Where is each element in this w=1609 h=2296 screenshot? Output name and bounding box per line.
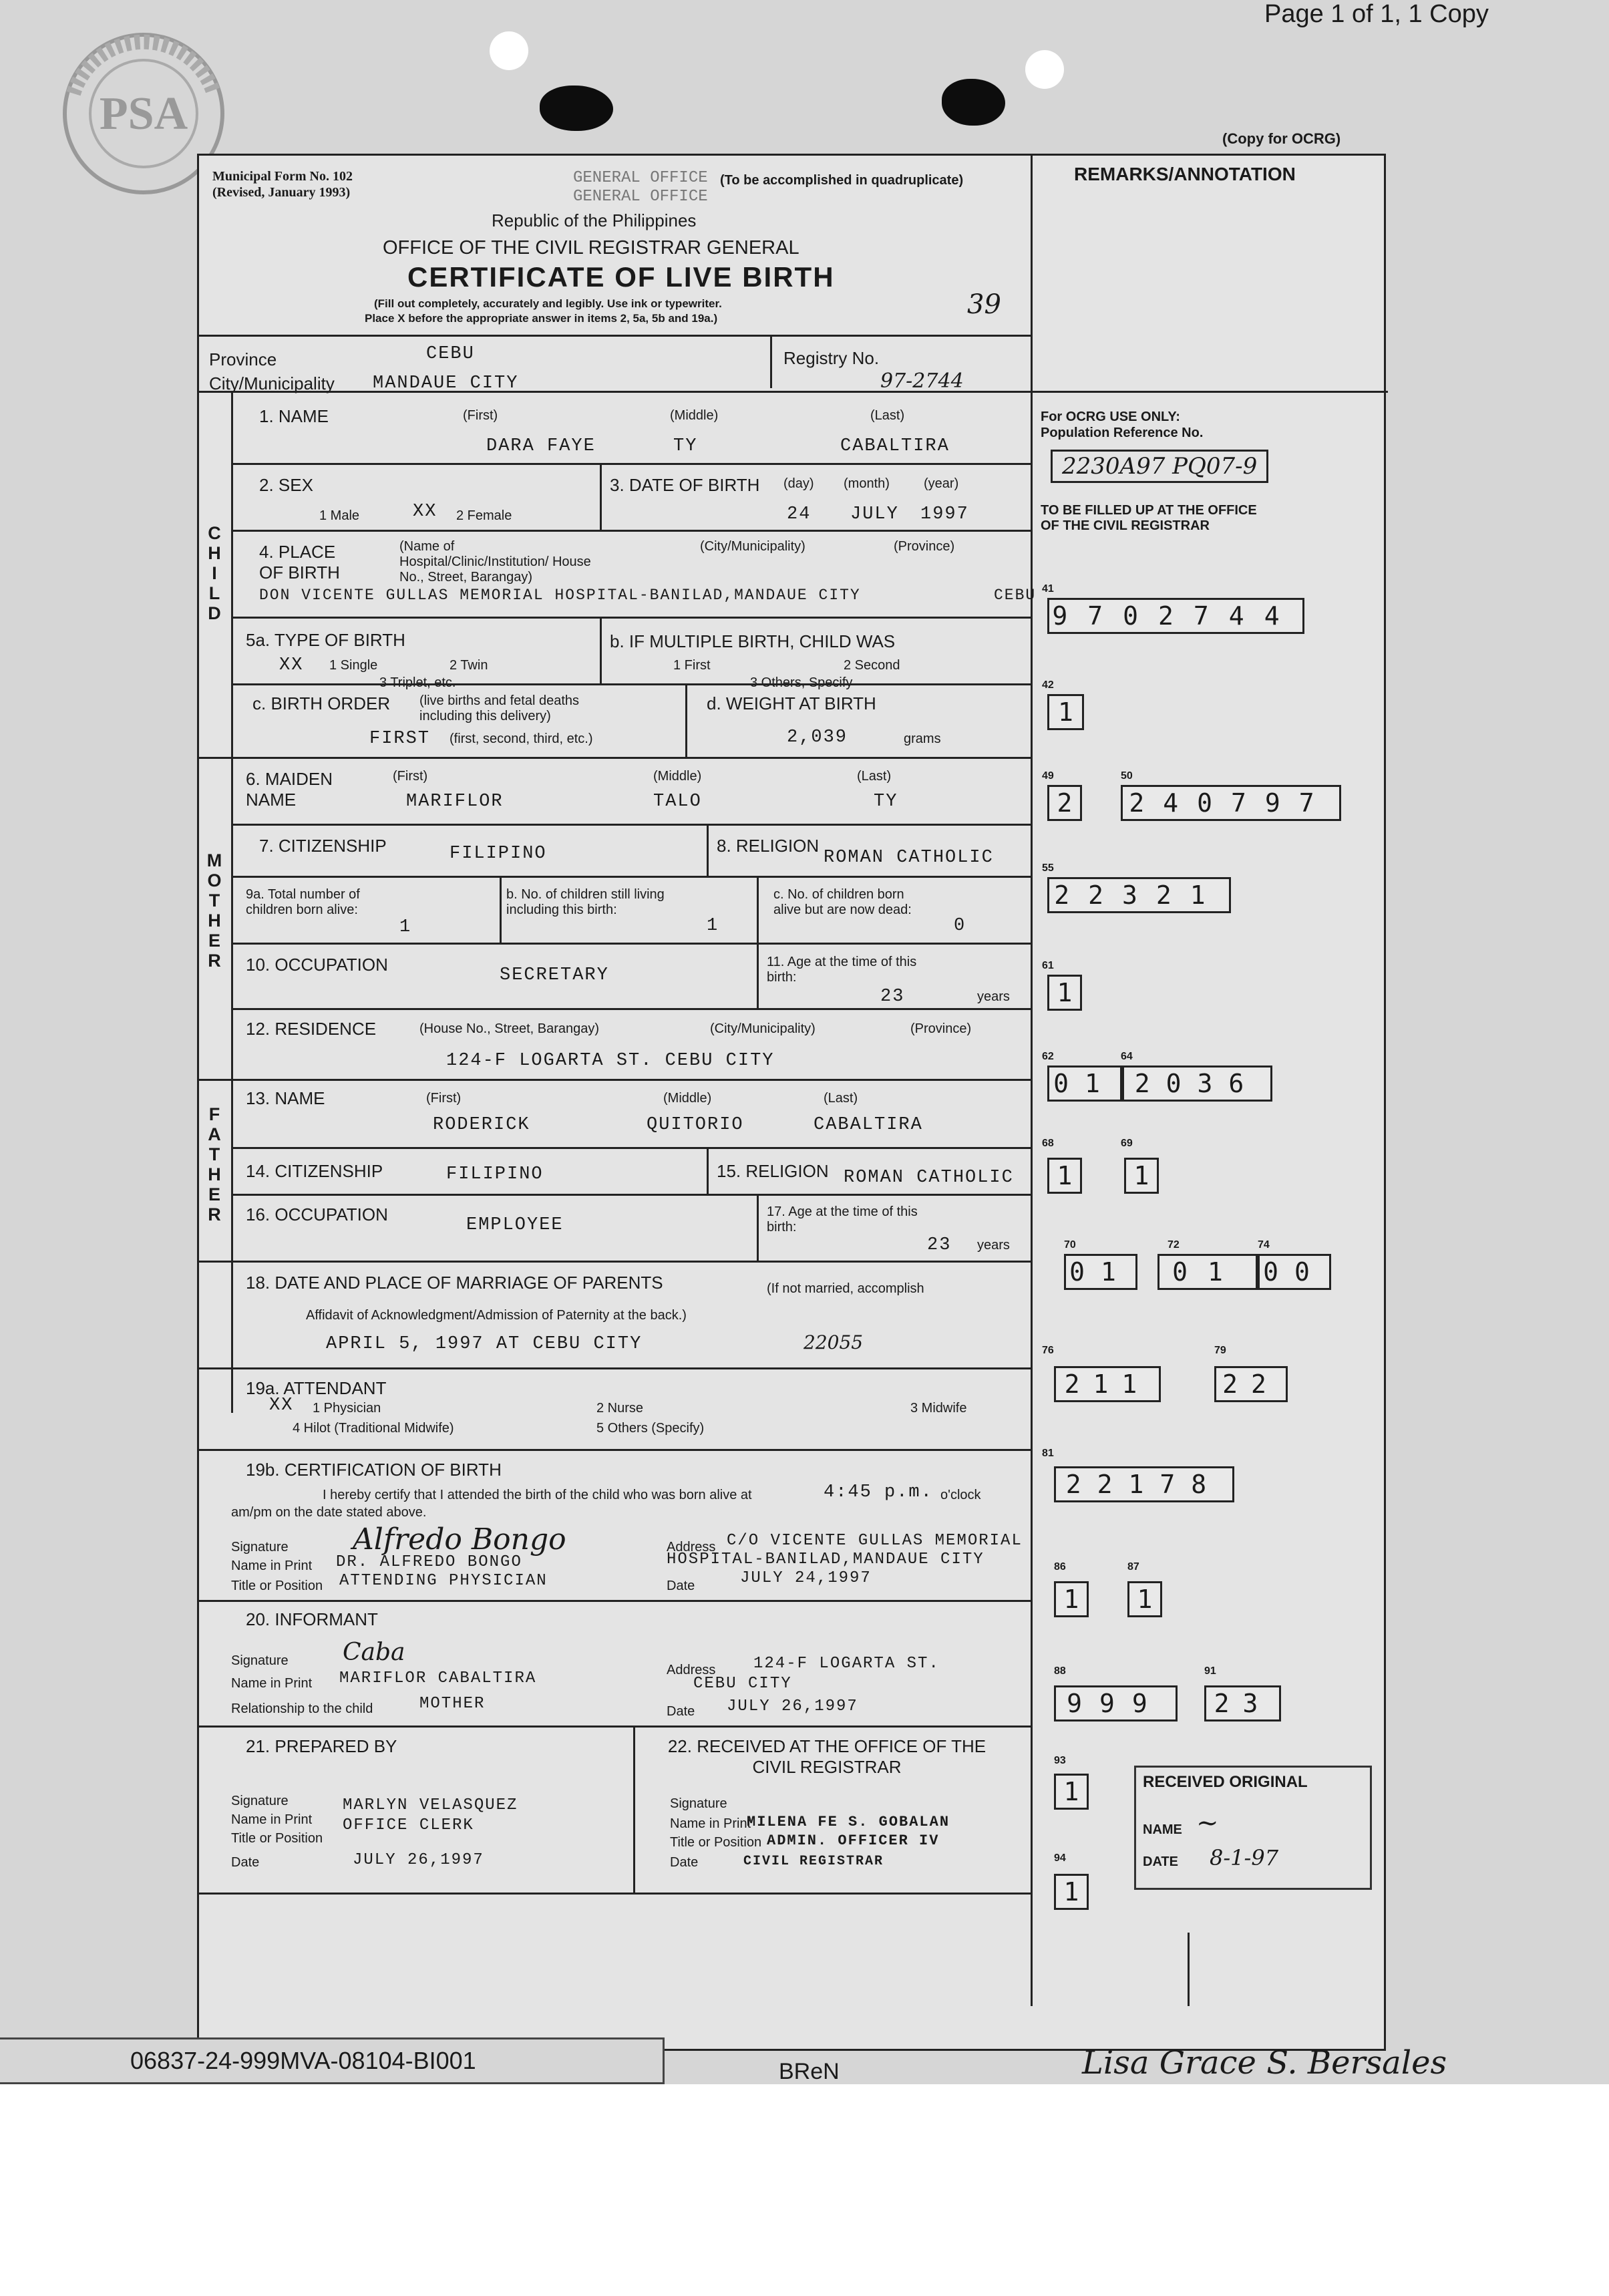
instruction-2: Place X before the appropriate answer in items 2, 5a, 5b and 19a.)	[365, 312, 718, 325]
children-dead-value: 0	[954, 916, 966, 936]
code-number: 76	[1042, 1345, 1054, 1356]
attendant-mark: XX	[269, 1396, 294, 1416]
first-header: (First)	[463, 408, 498, 423]
certification-text: I hereby certify that I attended the birth of the child who was born alive at	[323, 1488, 752, 1502]
type-single: 1 Single	[329, 658, 378, 673]
birth-order-note: (live births and fetal deaths including this delivery)	[419, 693, 580, 723]
attendant-address-2: HOSPITAL-BANILAD,MANDAUE CITY	[667, 1550, 985, 1569]
father-occupation: EMPLOYEE	[466, 1215, 564, 1235]
page-count: Page 1 of 1, 1 Copy	[1264, 0, 1489, 28]
certification-text-2: am/pm on the date stated above.	[231, 1505, 427, 1520]
type-twin: 2 Twin	[450, 658, 488, 673]
middle-header: (Middle)	[653, 769, 702, 784]
quadruplicate-note: (To be accomplished in quadruplicate)	[720, 173, 964, 188]
title-label: Title or Position	[231, 1831, 323, 1846]
svg-text:PSA: PSA	[99, 88, 188, 140]
code-49-box: 2	[1047, 785, 1082, 821]
date-label: Date	[667, 1704, 695, 1719]
type-of-birth-mark: XX	[279, 655, 304, 675]
code-94-box: 1	[1054, 1874, 1089, 1910]
mother-occupation: SECRETARY	[500, 965, 609, 985]
stamp-date-label: DATE	[1143, 1854, 1178, 1869]
code-91-box: 23	[1204, 1685, 1281, 1721]
relationship-label: Relationship to the child	[231, 1701, 373, 1716]
residence-value: 124-F LOGARTA ST. CEBU CITY	[446, 1051, 775, 1071]
code-number: 55	[1042, 862, 1054, 874]
stamp-date-value: 8-1-97	[1210, 1845, 1279, 1870]
received-name: MILENA FE S. GOBALAN	[747, 1814, 950, 1830]
pop-ref-value: 2230A97 PQ07-9	[1051, 450, 1268, 483]
middle-header: (Middle)	[663, 1091, 712, 1106]
sex-male: 1 Male	[319, 508, 360, 523]
code-number: 68	[1042, 1138, 1054, 1149]
mother-citizenship: FILIPINO	[450, 844, 547, 864]
attendant-others: 5 Others (Specify)	[596, 1421, 705, 1436]
children-born-value: 1	[399, 917, 412, 937]
father-occupation-label: 16. OCCUPATION	[246, 1204, 388, 1224]
child-side-label: CHILD	[204, 523, 224, 623]
code-70-box: 01	[1064, 1254, 1137, 1290]
code-number: 94	[1054, 1852, 1066, 1864]
father-side-label: FATHER	[204, 1104, 224, 1224]
received-date: CIVIL REGISTRAR	[743, 1854, 884, 1869]
punch-hole-right	[1025, 50, 1064, 89]
document-reference: 06837-24-999MVA-08104-BI001	[0, 2037, 665, 2084]
type-triplet: 3 Triplet, etc.	[379, 675, 456, 690]
title-label: Title or Position	[670, 1835, 762, 1850]
informant-date: JULY 26,1997	[727, 1697, 858, 1715]
attendant-label: 19a. ATTENDANT	[246, 1378, 387, 1398]
birth-certificate	[197, 154, 1386, 2051]
name-in-print-label: Name in Print	[231, 1676, 313, 1691]
informant-address-1: 124-F LOGARTA ST.	[753, 1655, 940, 1673]
code-number: 61	[1042, 960, 1054, 971]
remarks-header: REMARKS/ANNOTATION	[1074, 164, 1296, 184]
attendant-title: ATTENDING PHYSICIAN	[339, 1572, 548, 1590]
father-first-name: RODERICK	[433, 1115, 530, 1135]
code-74-box: 00	[1258, 1254, 1331, 1290]
registry-label: Registry No.	[783, 348, 880, 368]
father-religion: ROMAN CATHOLIC	[844, 1168, 1014, 1188]
day-header: (day)	[783, 476, 814, 491]
mother-religion-label: 8. RELIGION	[717, 836, 820, 856]
father-middle-name: QUITORIO	[647, 1115, 744, 1135]
code-42-box: 1	[1047, 694, 1084, 730]
mother-citizenship-label: 7. CITIZENSHIP	[259, 836, 387, 856]
registry-number: 97-2744	[880, 369, 964, 393]
code-81-box: 22178	[1054, 1466, 1234, 1502]
prepared-name: MARLYN VELASQUEZ	[343, 1796, 518, 1814]
dob-day: 24	[787, 504, 812, 524]
code-87-box: 1	[1127, 1581, 1162, 1617]
mother-occupation-label: 10. OCCUPATION	[246, 955, 388, 975]
first-header: (First)	[426, 1091, 462, 1106]
residence-label: 12. RESIDENCE	[246, 1019, 377, 1039]
republic: Republic of the Philippines	[492, 210, 697, 230]
sex-female: 2 Female	[456, 508, 512, 523]
code-number: 70	[1064, 1239, 1076, 1251]
type-of-birth-label: 5a. TYPE OF BIRTH	[246, 630, 405, 650]
marriage-value: APRIL 5, 1997 AT CEBU CITY	[326, 1334, 643, 1354]
month-header: (month)	[844, 476, 890, 491]
birth-order-value: FIRST	[369, 729, 431, 749]
father-age: 23	[927, 1235, 952, 1255]
sex-label: 2. SEX	[259, 475, 313, 495]
father-citizenship-label: 14. CITIZENSHIP	[246, 1161, 383, 1181]
date-label: Date	[667, 1579, 695, 1593]
informant-relationship: MOTHER	[419, 1695, 486, 1713]
city-value: MANDAUE CITY	[373, 373, 519, 393]
father-age-unit: years	[977, 1238, 1010, 1253]
signature-label: Signature	[231, 1794, 289, 1808]
instruction-1: (Fill out completely, accurately and legibly. Use ink or typewriter.	[374, 297, 722, 310]
form-revised: (Revised, January 1993)	[212, 185, 351, 200]
child-first-name: DARA FAYE	[486, 436, 596, 456]
code-number: 74	[1258, 1239, 1270, 1251]
children-living-label: b. No. of children still living including this birth:	[506, 887, 665, 917]
residence-street-header: (House No., Street, Barangay)	[419, 1021, 600, 1036]
informant-name: MARIFLOR CABALTIRA	[339, 1669, 537, 1687]
birth-order-note-2: (first, second, third, etc.)	[450, 731, 593, 746]
first-header: (First)	[393, 769, 428, 784]
ocrg-title: For OCRG USE ONLY:	[1041, 409, 1180, 424]
weight-unit: grams	[904, 731, 941, 746]
dob-label: 3. DATE OF BIRTH	[610, 475, 760, 495]
code-68-box: 1	[1047, 1158, 1082, 1194]
received-title: ADMIN. OFFICER IV	[767, 1832, 940, 1849]
prepared-date: JULY 26,1997	[353, 1851, 484, 1869]
code-number: 87	[1127, 1561, 1139, 1573]
received-label: 22. RECEIVED AT THE OFFICE OF THE CIVIL REGISTRAR	[667, 1736, 987, 1777]
last-header: (Last)	[857, 769, 892, 784]
code-76-box: 211	[1054, 1366, 1161, 1402]
province-label: Province	[209, 349, 277, 369]
name-in-print-label: Name in Print	[231, 1559, 313, 1573]
stamp-title: RECEIVED ORIGINAL	[1143, 1773, 1308, 1791]
mother-middle-name: TALO	[653, 792, 702, 812]
code-number: 69	[1121, 1138, 1133, 1149]
multiple-first: 1 First	[673, 658, 711, 673]
last-header: (Last)	[870, 408, 905, 423]
attendant-physician: 1 Physician	[313, 1401, 381, 1416]
multiple-birth-label: b. IF MULTIPLE BIRTH, CHILD WAS	[610, 631, 896, 651]
dob-month: JULY	[850, 504, 899, 524]
code-41-box: 9702744	[1047, 598, 1304, 634]
fill-up-note: TO BE FILLED UP AT THE OFFICE OF THE CIVIL REGISTRAR	[1041, 503, 1257, 533]
oclock: o'clock	[940, 1488, 981, 1502]
attendant-date: JULY 24,1997	[740, 1569, 872, 1587]
father-religion-label: 15. RELIGION	[717, 1161, 829, 1181]
children-born-label: 9a. Total number of children born alive:	[246, 887, 360, 917]
signature-label: Signature	[231, 1653, 289, 1668]
child-last-name: CABALTIRA	[840, 436, 950, 456]
marriage-label: 18. DATE AND PLACE OF MARRIAGE OF PARENTS	[246, 1273, 663, 1293]
mother-first-name: MARIFLOR	[406, 792, 504, 812]
code-number: 86	[1054, 1561, 1066, 1573]
certification-time: 4:45 p.m.	[824, 1482, 933, 1502]
pob-province-header: (Province)	[894, 539, 955, 554]
pop-ref-label: Population Reference No.	[1041, 426, 1204, 440]
stamp-name-label: NAME	[1143, 1822, 1182, 1837]
code-number: 72	[1168, 1239, 1180, 1251]
prepared-title: OFFICE CLERK	[343, 1816, 474, 1834]
code-61-box: 1	[1047, 975, 1082, 1011]
code-number: 49	[1042, 770, 1054, 782]
prepared-label: 21. PREPARED BY	[246, 1736, 397, 1756]
code-number: 50	[1121, 770, 1133, 782]
residence-province-header: (Province)	[910, 1021, 972, 1036]
city-label: City/Municipality	[209, 373, 335, 393]
punch-hole-left	[490, 31, 528, 70]
informant-label: 20. INFORMANT	[246, 1609, 378, 1629]
received-original-stamp	[1134, 1766, 1372, 1890]
signature-label: Signature	[231, 1540, 289, 1554]
marriage-code: 22055	[803, 1331, 864, 1353]
mother-age-label: 11. Age at the time of this birth:	[767, 955, 917, 985]
weight-label: d. WEIGHT AT BIRTH	[707, 693, 876, 713]
pob-hospital-header: (Name of Hospital/Clinic/Institution/ House No., Street, Barangay)	[399, 539, 591, 585]
middle-header: (Middle)	[670, 408, 719, 423]
corner-mark: 39	[967, 289, 1001, 320]
watermark: GENERAL OFFICE	[573, 188, 708, 206]
child-middle-name: TY	[673, 436, 698, 456]
residence-city-header: (City/Municipality)	[710, 1021, 816, 1036]
name-in-print-label: Name in Print	[670, 1816, 751, 1831]
ink-blob-right	[942, 79, 1005, 126]
address-label: Address	[667, 1540, 716, 1554]
name-in-print-label: Name in Print	[231, 1812, 313, 1827]
attendant-midwife: 3 Midwife	[910, 1401, 967, 1416]
code-number: 91	[1204, 1665, 1216, 1677]
code-number: 93	[1054, 1755, 1066, 1766]
code-number: 79	[1214, 1345, 1226, 1356]
code-93-box: 1	[1054, 1774, 1089, 1810]
children-dead-label: c. No. of children born alive but are now dead:	[773, 887, 912, 917]
attendant-name: DR. ALFREDO BONGO	[336, 1553, 522, 1571]
code-number: 62	[1042, 1051, 1054, 1062]
watermark: GENERAL OFFICE	[573, 169, 708, 187]
children-living-value: 1	[707, 916, 719, 936]
code-number: 42	[1042, 679, 1054, 691]
address-label: Address	[667, 1663, 716, 1677]
marriage-note: (If not married, accomplish Affidavit of Acknowledgment/Admission of Paternity at the back.)	[306, 1281, 924, 1323]
document-code: BReN	[779, 2059, 840, 2084]
informant-address-2: CEBU CITY	[693, 1675, 792, 1693]
code-50-box: 240797	[1121, 785, 1341, 821]
code-number: 41	[1042, 583, 1054, 595]
pob-city-header: (City/Municipality)	[700, 539, 806, 554]
code-64-box: 2036	[1122, 1065, 1272, 1102]
code-62-box: 01	[1047, 1065, 1122, 1102]
signature-label: Signature	[670, 1796, 727, 1811]
code-79-box: 22	[1214, 1366, 1288, 1402]
code-88-box: 999	[1054, 1685, 1178, 1721]
father-citizenship: FILIPINO	[446, 1164, 544, 1184]
year-header: (year)	[924, 476, 959, 491]
father-name-label: 13. NAME	[246, 1088, 325, 1108]
mother-age: 23	[880, 987, 905, 1007]
pob-label: 4. PLACE OF BIRTH	[259, 542, 340, 583]
mother-age-unit: years	[977, 989, 1010, 1004]
certification-label: 19b. CERTIFICATION OF BIRTH	[246, 1460, 502, 1480]
informant-signature: Caba	[343, 1639, 405, 1666]
province-value: CEBU	[426, 344, 475, 364]
maiden-name-label: 6. MAIDEN NAME	[246, 769, 333, 810]
place-of-birth-province: CEBU	[994, 587, 1037, 604]
code-number: 64	[1121, 1051, 1133, 1062]
code-number: 81	[1042, 1448, 1054, 1459]
mother-religion: ROMAN CATHOLIC	[824, 848, 994, 868]
title-label: Title or Position	[231, 1579, 323, 1593]
stamp-name-signature: ~	[1196, 1808, 1219, 1838]
code-86-box: 1	[1054, 1581, 1089, 1617]
signatory-signature: Lisa Grace S. Bersales	[1082, 2044, 1447, 2082]
date-label: Date	[670, 1855, 699, 1870]
attendant-hilot: 4 Hilot (Traditional Midwife)	[293, 1421, 454, 1436]
page-title: CERTIFICATE OF LIVE BIRTH	[407, 261, 835, 293]
child-name-label: 1. NAME	[259, 406, 329, 426]
code-number: 88	[1054, 1665, 1066, 1677]
form-number: Municipal Form No. 102	[212, 169, 353, 184]
sex-mark: XX	[413, 502, 437, 522]
multiple-others: 3 Others, Specify	[750, 675, 853, 690]
multiple-second: 2 Second	[844, 658, 900, 673]
weight-value: 2,039	[787, 727, 848, 748]
attendant-signature: Alfredo Bongo	[353, 1522, 566, 1556]
ink-blob-left	[540, 86, 613, 131]
office-registrar: OFFICE OF THE CIVIL REGISTRAR GENERAL	[383, 237, 799, 259]
code-69-box: 1	[1124, 1158, 1159, 1194]
mother-last-name: TY	[874, 792, 898, 812]
attendant-address-1: C/O VICENTE GULLAS MEMORIAL	[727, 1532, 1023, 1550]
code-72-box: 01	[1157, 1254, 1258, 1290]
attendant-nurse: 2 Nurse	[596, 1401, 644, 1416]
father-last-name: CABALTIRA	[814, 1115, 923, 1135]
dob-year: 1997	[920, 504, 969, 524]
last-header: (Last)	[824, 1091, 858, 1106]
father-age-label: 17. Age at the time of this birth:	[767, 1204, 918, 1235]
birth-order-label: c. BIRTH ORDER	[252, 693, 391, 713]
place-of-birth: DON VICENTE GULLAS MEMORIAL HOSPITAL-BANILAD,MANDAUE CITY	[259, 587, 861, 604]
copy-for-ocrg: (Copy for OCRG)	[1222, 130, 1341, 147]
date-label: Date	[231, 1855, 260, 1870]
code-55-box: 22321	[1047, 877, 1231, 913]
mother-side-label: MOTHER	[204, 850, 224, 971]
